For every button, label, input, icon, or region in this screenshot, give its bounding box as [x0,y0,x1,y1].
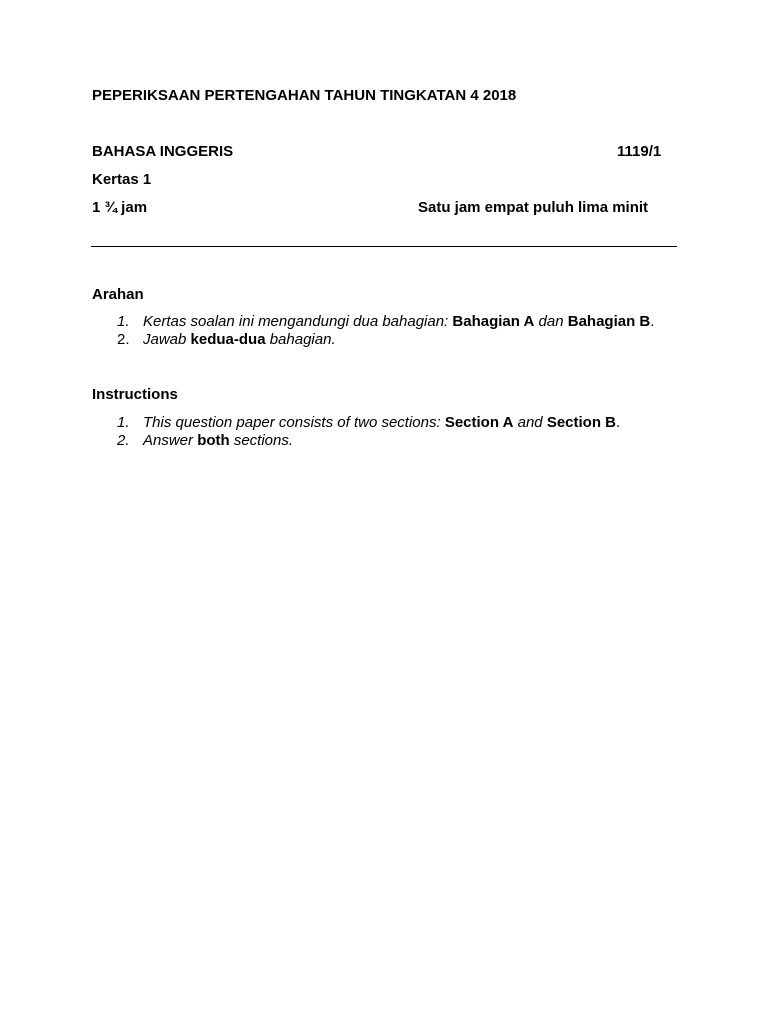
arahan-item-2 [117,331,336,349]
instructions-item-2-number: 2. [117,432,130,449]
duration-words: Satu jam empat puluh lima minit [418,199,649,216]
instructions-item-2 [117,432,293,450]
instructions-item-1 [117,414,620,432]
arahan-heading: Arahan [92,286,144,303]
arahan-item-2-text-before: Jawab [143,331,191,348]
instructions-item-1-text-mid: and [513,414,547,431]
instructions-item-1-bold2: Section B [546,414,617,431]
subject-name: BAHASA INGGERIS [92,143,234,160]
instructions-item-1-number: 1. [117,414,130,431]
instructions-heading: Instructions [92,386,178,403]
duration-short: 1 ¾ jam [92,199,148,216]
instructions-item-2-text-before: Answer [143,432,198,449]
paper-number: Kertas 1 [92,171,152,188]
paper-code: 1119/1 [617,143,662,160]
instructions-item-1-bold1: Section A [444,414,514,431]
arahan-item-1-bold2: Bahagian B [567,313,651,330]
arahan-item-1-text-mid: dan [534,313,568,330]
arahan-item-1-number: 1. [117,313,130,330]
instructions-item-1-text-after: . [616,414,621,431]
arahan-item-2-bold1: kedua-dua [190,331,266,348]
arahan-item-2-number: 2. [117,331,130,348]
arahan-item-1-bold1: Bahagian A [452,313,535,330]
arahan-item-2-text-after: bahagian. [265,331,336,348]
arahan-item-1-text-before: Kertas soalan ini mengandungi dua bahagian: [143,313,453,330]
instructions-item-2-text-after: sections. [229,432,294,449]
instructions-item-1-text-before: This question paper consists of two sections: [143,414,445,431]
instructions-item-2-bold1: both [197,432,230,449]
header-divider [91,246,677,247]
arahan-item-1-text-after: . [650,313,655,330]
arahan-item-1 [117,313,654,331]
exam-title: PEPERIKSAAN PERTENGAHAN TAHUN TINGKATAN 4 2018 [92,87,517,104]
